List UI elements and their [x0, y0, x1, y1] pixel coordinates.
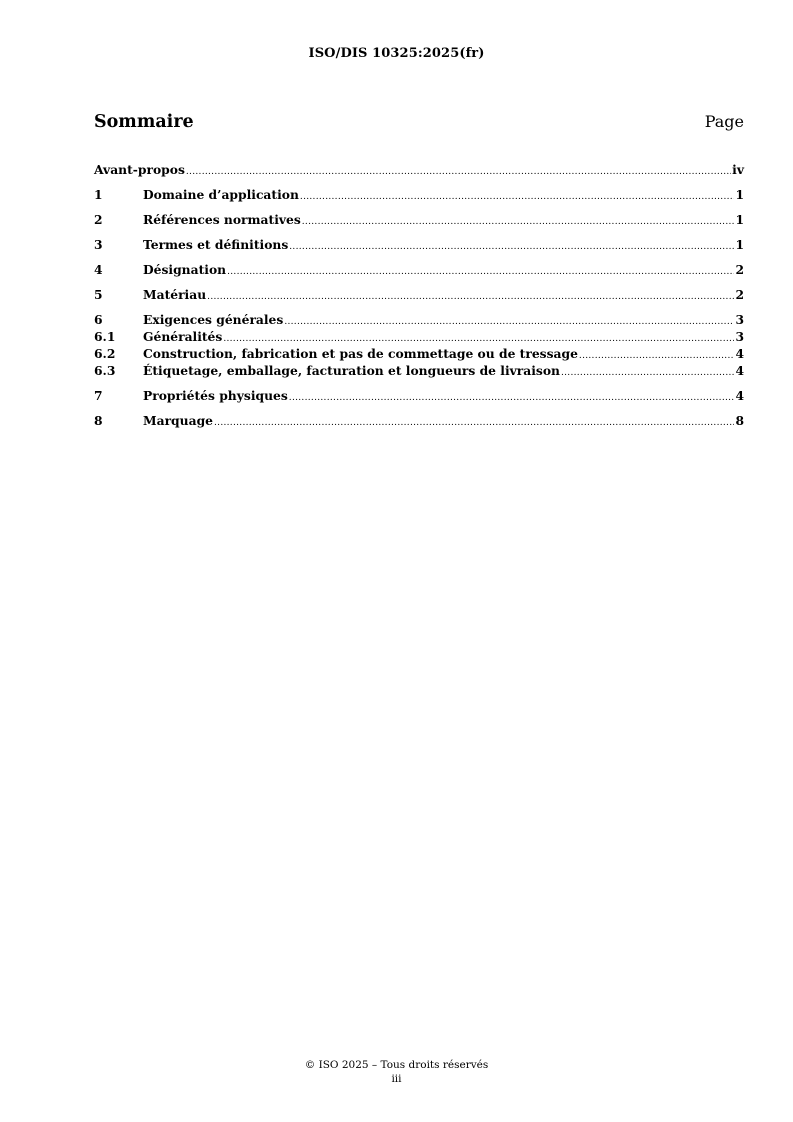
- toc-entry-page: 2: [735, 287, 744, 302]
- toc-dot-leader: [227, 264, 734, 281]
- toc-entry-page: 8: [735, 413, 744, 428]
- toc-title: Sommaire: [94, 112, 194, 132]
- toc-page-column-label: Page: [704, 112, 744, 131]
- toc-dot-leader: [207, 289, 734, 306]
- toc-entry-page: 3: [735, 329, 744, 344]
- toc-dot-leader: [289, 239, 734, 256]
- toc-entry-number: 8: [94, 413, 103, 428]
- toc-entry-6[interactable]: [94, 311, 744, 328]
- toc-entry-number: 1: [94, 187, 103, 202]
- toc-entry-7[interactable]: [94, 387, 744, 404]
- toc-entry-number: 6: [94, 312, 103, 327]
- page-number: iii: [391, 1073, 402, 1085]
- toc-entry-title: Domaine d’application: [143, 187, 299, 202]
- toc-entry-6-3[interactable]: [94, 362, 744, 379]
- toc-dot-leader: [289, 390, 735, 407]
- copyright-notice: © ISO 2025 – Tous droits réservés: [304, 1059, 489, 1071]
- toc-entry-page: 4: [735, 363, 744, 378]
- toc-entry-title: Exigences générales: [143, 312, 284, 327]
- toc-entry-avant-propos[interactable]: [94, 161, 744, 178]
- toc-entry-title: Avant-propos: [94, 162, 185, 177]
- toc-entry-2[interactable]: [94, 211, 744, 228]
- toc-entry-title: Références normatives: [143, 212, 301, 227]
- toc-dot-leader: [561, 365, 734, 382]
- toc-entry-number: 5: [94, 287, 103, 302]
- toc-entry-title: Propriétés physiques: [143, 388, 288, 403]
- toc-entry-number: 4: [94, 262, 103, 277]
- toc-dot-leader: [302, 214, 735, 231]
- toc-entry-number: 3: [94, 237, 103, 252]
- toc-entry-page: 1: [735, 187, 744, 202]
- toc-entry-title: Construction, fabrication et pas de commettage ou de tressage: [143, 346, 578, 361]
- toc-dot-leader: [214, 415, 734, 432]
- toc-dot-leader: [579, 348, 735, 365]
- toc-entry-6-1[interactable]: [94, 328, 744, 345]
- document-header: ISO/DIS 10325:2025(fr): [308, 46, 485, 61]
- toc-entry-4[interactable]: [94, 261, 744, 278]
- toc-entry-page: 4: [735, 346, 744, 361]
- toc-entry-number: 6.1: [94, 329, 116, 344]
- toc-dot-leader: [284, 314, 734, 331]
- toc-entry-5[interactable]: [94, 286, 744, 303]
- toc-entry-title: Désignation: [143, 262, 227, 277]
- toc-entry-6-2[interactable]: [94, 345, 744, 362]
- toc-entry-page: 3: [735, 312, 744, 327]
- toc-entry-page: 4: [735, 388, 744, 403]
- toc-entry-1[interactable]: [94, 186, 744, 203]
- table-of-contents: [94, 161, 744, 429]
- toc-dot-leader: [300, 189, 735, 206]
- toc-entry-number: 7: [94, 388, 103, 403]
- toc-entry-page: 1: [735, 237, 744, 252]
- toc-entry-8[interactable]: [94, 412, 744, 429]
- toc-entry-page: iv: [732, 162, 744, 177]
- toc-entry-title: Marquage: [143, 413, 213, 428]
- page-footer: [0, 1058, 793, 1086]
- toc-entry-title: Étiquetage, emballage, facturation et longueurs de livraison: [143, 363, 560, 378]
- toc-entry-number: 6.2: [94, 346, 116, 361]
- toc-entry-title: Matériau: [143, 287, 207, 302]
- toc-entry-page: 1: [735, 212, 744, 227]
- toc-entry-page: 2: [735, 262, 744, 277]
- toc-dot-leader: [186, 164, 731, 181]
- toc-entry-number: 6.3: [94, 363, 116, 378]
- toc-entry-number: 2: [94, 212, 103, 227]
- toc-entry-title: Termes et définitions: [143, 237, 289, 252]
- toc-heading-row: [94, 112, 744, 132]
- toc-entry-title: Généralités: [143, 329, 223, 344]
- toc-entry-3[interactable]: [94, 236, 744, 253]
